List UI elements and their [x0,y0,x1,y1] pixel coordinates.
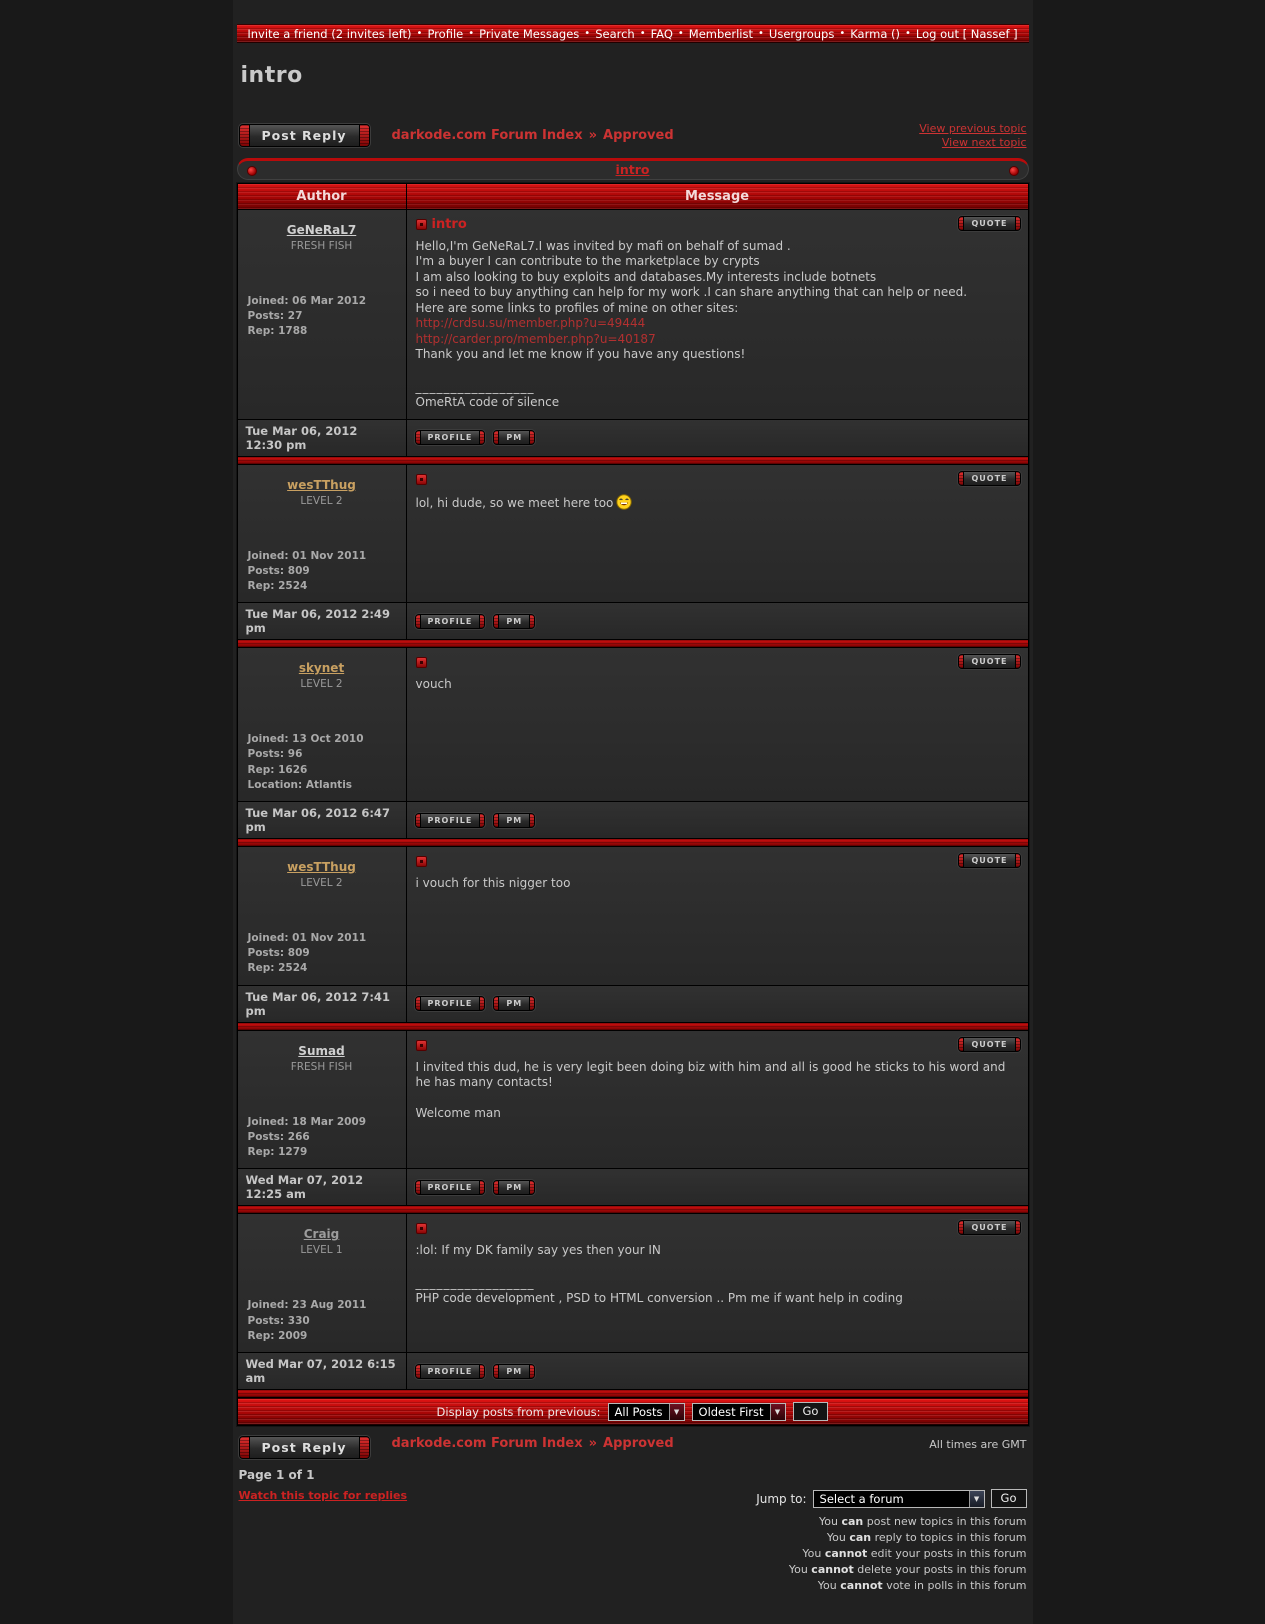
post-separator [238,839,1028,846]
chevron-down-icon: ▼ [669,1404,684,1420]
rep-count: Rep: 1279 [247,1146,308,1159]
post-body [416,1243,1019,1307]
nav-separator: • [839,28,846,39]
pm-label: PM [499,431,529,444]
body-line: Hello,I'm GeNeRaL7.I was invited by mafi on behalf of sumad . [415,238,791,253]
author-rank: LEVEL 2 [300,494,343,507]
permission-line [756,1562,1026,1578]
nav-usergroups[interactable]: Usergroups [768,26,835,41]
body-line: :lol: If my DK family say yes then your IN [415,1243,661,1258]
jump-to-row [756,1489,1026,1508]
signature [416,1276,1019,1307]
author-link[interactable]: skynet [298,661,345,676]
rep-count: Rep: 1788 [247,324,308,337]
rep-count: Rep: 2009 [247,1329,308,1342]
post-timestamp: Wed Mar 07, 2012 12:25 am [238,1169,406,1205]
pm-button[interactable] [493,1364,535,1379]
post-body [416,1060,1019,1122]
signature-text: OmeRtA code of silence [415,395,560,409]
post-body [416,239,1019,411]
post-icon[interactable] [416,219,427,230]
perm-verb: cannot [824,1546,868,1560]
breadcrumb [392,1436,674,1451]
footer-right-column [756,1489,1026,1594]
author-details [246,732,398,793]
post-separator [238,1206,1028,1213]
pm-button[interactable] [493,430,535,445]
signature-divider: _________________ [415,1275,535,1290]
breadcrumb [392,128,674,143]
view-previous-topic-link[interactable]: View previous topic [919,122,1027,135]
author-cell [238,465,406,603]
button-cap-icon [1015,854,1020,867]
display-posts-bar [238,1398,1028,1425]
author-rank: LEVEL 1 [300,1244,343,1257]
quote-label: QUOTE [964,472,1014,485]
pm-label: PM [499,1181,529,1194]
message-header-row [416,1038,1019,1053]
quote-button[interactable] [958,1220,1020,1235]
profile-button[interactable] [415,430,486,445]
perm-rest: edit your posts in this forum [870,1546,1027,1560]
author-details [246,1298,398,1344]
profile-button[interactable] [415,996,486,1011]
footer-columns [239,1489,1027,1594]
topic-title-bar [237,158,1029,180]
button-cap-icon [529,997,534,1010]
posts-table [237,183,1029,1427]
pm-label: PM [499,615,529,628]
author-link[interactable]: Craig [303,1227,340,1242]
button-cap-icon [479,1181,484,1194]
button-cap-icon [479,615,484,628]
display-posts-go-button[interactable]: Go [793,1402,829,1421]
button-cap-icon [1015,472,1020,485]
nav-karma[interactable]: Karma () [850,26,901,41]
joined-date: Joined: 18 Mar 2009 [247,1115,367,1128]
sort-order-select[interactable] [692,1403,786,1421]
quote-label: QUOTE [964,1038,1014,1051]
author-link[interactable]: Sumad [298,1043,345,1058]
post-count: Posts: 809 [247,564,310,577]
author-link[interactable]: GeNeRaL7 [286,222,357,237]
nav-faq[interactable]: FAQ [650,26,673,41]
signature-text: PHP code development , PSD to HTML conversion .. Pm me if want help in coding [415,1291,903,1306]
author-details [246,931,398,977]
perm-verb: can [849,1530,872,1544]
message-cell [407,210,1028,419]
post-buttons [407,603,1028,639]
page-count: Page 1 of 1 [238,1468,315,1482]
post-timestamp: Wed Mar 07, 2012 6:15 am [238,1353,406,1389]
post-count: Posts: 266 [247,1130,310,1143]
lol-smiley-icon [616,494,632,515]
profile-url-link[interactable]: http://crdsu.su/member.php?u=49444 [415,316,646,330]
joined-date: Joined: 01 Nov 2011 [247,932,367,945]
profile-button[interactable] [415,813,486,828]
post-timestamp: Tue Mar 06, 2012 6:47 pm [238,802,406,838]
button-cap-icon [479,431,484,444]
jump-to-select[interactable] [813,1490,985,1508]
pm-button[interactable] [493,1180,535,1195]
joined-date: Joined: 13 Oct 2010 [247,733,364,746]
message-cell [407,648,1028,801]
quote-label: QUOTE [964,854,1014,867]
post-row [238,847,1028,1022]
author-cell [238,847,406,985]
post-icon[interactable] [416,474,427,485]
pm-button[interactable] [493,813,535,828]
button-cap-icon [479,814,484,827]
body-text: lol, hi dude, so we meet here too [415,495,614,510]
nav-separator: • [416,28,423,39]
author-details [246,294,398,340]
quote-label: QUOTE [964,217,1014,230]
quote-label: QUOTE [964,1221,1014,1234]
signature-divider: _________________ [415,379,535,394]
post-separator [238,457,1028,464]
signature [416,380,1019,411]
author-rank: LEVEL 2 [300,678,343,691]
button-cap-icon [529,1181,534,1194]
jump-to-value: Select a forum [819,1491,904,1506]
message-header-row [416,1221,1019,1236]
author-rank: LEVEL 2 [300,877,343,890]
permission-line [756,1530,1026,1546]
post-row [238,465,1028,640]
breadcrumb-approved-link[interactable]: Approved [603,128,674,144]
post-subject: intro [431,216,467,232]
post-row [238,1031,1028,1206]
profile-button[interactable] [415,1180,486,1195]
message-header-row [416,472,1019,487]
post-row [238,1214,1028,1389]
permission-line [756,1546,1026,1562]
post-count: Posts: 330 [247,1314,310,1327]
nav-logout[interactable]: Log out [ Nassef ] [915,26,1018,41]
quote-button[interactable] [958,654,1020,669]
body-line: vouch [415,677,452,692]
nav-private-messages[interactable]: Private Messages [479,26,580,41]
message-header-row [416,854,1019,869]
button-cap-icon [529,814,534,827]
profile-label: PROFILE [421,431,480,444]
post-buttons [407,420,1028,456]
post-reply-button[interactable] [239,124,370,147]
post-separator [238,1390,1028,1397]
post-timestamp: Tue Mar 06, 2012 7:41 pm [238,986,406,1022]
nav-memberlist[interactable]: Memberlist [688,26,753,41]
post-separator [238,640,1028,647]
nav-separator: • [905,28,911,39]
post-buttons [407,802,1028,838]
pm-button[interactable] [493,996,535,1011]
posts-filter-value: All Posts [614,1404,663,1419]
button-cap-icon [1015,217,1020,230]
post-timestamp: Tue Mar 06, 2012 2:49 pm [238,603,406,639]
author-cell [238,1214,406,1352]
post-timestamp: Tue Mar 06, 2012 12:30 pm [238,420,406,456]
message-cell [407,1031,1028,1169]
perm-rest: vote in polls in this forum [886,1578,1027,1592]
permission-line [756,1578,1026,1594]
nav-separator: • [677,28,684,39]
breadcrumb-forum-index-link[interactable]: darkode.com Forum Index [391,128,583,144]
message-cell [407,465,1028,603]
message-header-row [416,217,1019,232]
post-row [238,210,1028,456]
body-line: i vouch for this nigger too [415,876,571,891]
pm-label: PM [499,1365,529,1378]
post-reply-label: Post Reply [250,125,359,146]
post-reply-label: Post Reply [250,1437,359,1458]
permission-line [756,1514,1026,1530]
joined-date: Joined: 01 Nov 2011 [247,549,367,562]
perm-pre: You [826,1530,846,1544]
nav-invite-a-friend[interactable]: Invite a friend (2 invites left) [247,26,412,41]
nav-separator: • [584,28,591,39]
joined-date: Joined: 06 Mar 2012 [247,294,367,307]
post-body [416,494,1019,515]
page-title: intro [240,63,303,88]
post-icon[interactable] [416,856,427,867]
profile-button[interactable] [415,614,486,629]
message-header-row [416,655,1019,670]
author-link[interactable]: wesTThug [287,860,356,875]
location: Location: Atlantis [247,778,353,791]
author-rank: FRESH FISH [290,1060,353,1073]
perm-rest: delete your posts in this forum [857,1562,1027,1576]
post-separator [238,1023,1028,1030]
quote-button[interactable] [958,1037,1020,1052]
author-details [246,1115,398,1161]
topic-toolbar [239,122,1027,150]
body-line: I am also looking to buy exploits and databases.My interests include botnets [415,269,877,284]
button-cap-icon [359,1437,369,1458]
button-cap-icon [240,1437,250,1458]
post-buttons [407,1169,1028,1205]
post-body [416,677,1019,693]
nav-search[interactable]: Search [595,26,635,41]
red-dot-icon [1009,166,1019,176]
message-cell [407,847,1028,985]
post-row [238,648,1028,838]
display-posts-label: Display posts from previous: [436,1404,601,1419]
button-cap-icon [529,615,534,628]
post-buttons [407,1353,1028,1389]
forum-permissions [756,1514,1026,1594]
button-cap-icon [479,997,484,1010]
profile-label: PROFILE [421,1181,480,1194]
perm-pre: You [817,1578,837,1592]
quote-button[interactable] [958,853,1020,868]
author-cell [238,648,406,801]
button-cap-icon [1015,655,1020,668]
author-cell [238,210,406,419]
perm-rest: post new topics in this forum [866,1515,1027,1528]
body-line: Here are some links to profiles of mine on other sites: [415,300,739,315]
breadcrumb-forum-index-link[interactable]: darkode.com Forum Index [391,1436,583,1451]
profile-button[interactable] [415,1364,486,1379]
rep-count: Rep: 2524 [247,962,308,975]
button-cap-icon [240,125,250,146]
body-line: I invited this dud, he is very legit been doing biz with him and all is good he sticks to his word and he has many contacts! [415,1059,1006,1090]
pm-label: PM [499,814,529,827]
post-count: Posts: 809 [247,947,310,960]
topic-title-link[interactable]: intro [615,162,650,177]
nav-profile[interactable]: Profile [427,26,464,41]
body-line: so i need to buy anything can help for my work .I can share anything that can help or need. [415,285,968,299]
button-cap-icon [479,1365,484,1378]
posts-filter-select[interactable] [608,1403,685,1421]
rep-count: Rep: 2524 [247,579,308,592]
perm-pre: You [802,1546,822,1560]
perm-pre: You [819,1515,838,1528]
post-icon[interactable] [416,1223,427,1234]
sort-order-value: Oldest First [698,1404,764,1419]
button-cap-icon [1015,1221,1020,1234]
post-count: Posts: 96 [247,748,303,761]
nav-separator: • [468,28,475,39]
breadcrumb-separator: » [588,1436,598,1451]
red-dot-icon [247,166,257,176]
message-cell [407,1214,1028,1352]
body-line: I'm a buyer I can contribute to the marketplace by crypts [415,254,760,268]
rep-count: Rep: 1626 [247,763,308,776]
post-icon[interactable] [416,657,427,668]
post-reply-button[interactable] [239,1436,370,1459]
perm-rest: reply to topics in this forum [874,1530,1027,1544]
perm-verb: can [841,1515,864,1528]
view-next-topic-link[interactable]: View next topic [941,135,1027,149]
perm-verb: cannot [840,1578,883,1592]
profile-label: PROFILE [421,997,480,1010]
pm-label: PM [499,997,529,1010]
joined-date: Joined: 23 Aug 2011 [247,1299,367,1312]
footer-toolbar [239,1436,1027,1459]
post-icon[interactable] [416,1040,427,1051]
chevron-down-icon: ▼ [770,1404,785,1420]
body-line: Thank you and let me know if you have any questions! [415,347,746,361]
button-cap-icon [529,431,534,444]
author-rank: FRESH FISH [290,239,353,252]
timezone-note: All times are GMT [929,1438,1027,1451]
breadcrumb-approved-link[interactable]: Approved [603,1436,674,1451]
perm-pre: You [788,1562,808,1576]
message-column-header: Message [407,184,1028,209]
author-column-header: Author [238,184,406,209]
author-cell [238,1031,406,1169]
chevron-down-icon: ▼ [969,1491,984,1507]
button-cap-icon [529,1365,534,1378]
table-header [238,184,1028,209]
nav-separator: • [758,28,764,39]
profile-label: PROFILE [421,1365,480,1378]
breadcrumb-separator: » [588,128,598,144]
top-navbar [237,24,1029,43]
jump-to-label: Jump to: [756,1491,807,1506]
button-cap-icon [359,125,369,146]
topic-navigation [919,122,1026,150]
body-line [416,494,1019,515]
profile-label: PROFILE [421,814,480,827]
quote-button[interactable] [958,216,1020,231]
post-buttons [407,986,1028,1022]
button-cap-icon [1015,1038,1020,1051]
quote-label: QUOTE [964,655,1014,668]
nav-separator: • [639,28,646,39]
body-line: Welcome man [415,1105,501,1120]
profile-url-link[interactable]: http://carder.pro/member.php?u=40187 [415,331,656,346]
pm-button[interactable] [493,614,535,629]
author-details [246,549,398,595]
watch-topic-link[interactable]: Watch this topic for replies [238,1489,408,1502]
profile-label: PROFILE [421,615,480,628]
post-count: Posts: 27 [247,309,303,322]
quote-button[interactable] [958,471,1020,486]
perm-verb: cannot [811,1562,854,1576]
author-link[interactable]: wesTThug [287,477,356,492]
post-body [416,876,1019,892]
forum-page [233,0,1033,1624]
jump-to-go-button[interactable]: Go [991,1489,1027,1508]
